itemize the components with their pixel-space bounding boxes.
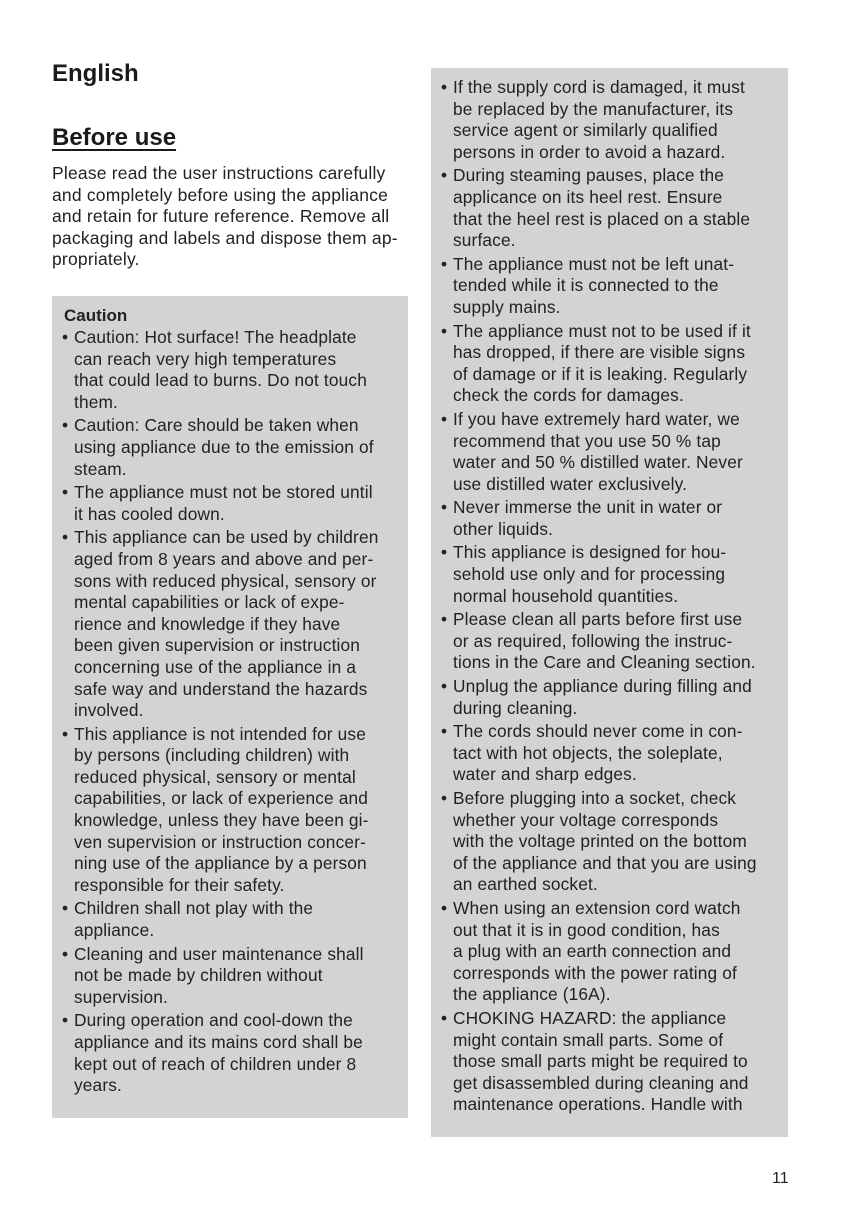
list-item: • If you have extremely hard water, we recommend that you use 50 % tap water and 50 % distilled water. Never use distilled water exclusively. xyxy=(441,409,778,495)
list-item: • During steaming pauses, place the applicance on its heel rest. Ensure that the heel rest is placed on a stable surface. xyxy=(441,165,778,251)
list-item: • This appliance is designed for hou- sehold use only and for processing normal household quantities. xyxy=(441,542,778,607)
safety-box xyxy=(431,68,788,1137)
list-item: • The appliance must not be left unat- tended while it is connected to the supply mains. xyxy=(441,254,778,319)
list-item: • During operation and cool-down the appliance and its mains cord shall be kept out of reach of children under 8 years. xyxy=(62,1010,398,1096)
caution-title: Caution xyxy=(64,306,128,325)
list-item: • When using an extension cord watch out that it is in good condition, has a plug with an earth connection and corresponds with the power rating of the appliance (16A). xyxy=(441,898,778,1006)
page-number: 11 xyxy=(772,1170,789,1187)
list-item: • Caution: Hot surface! The headplate can reach very high temperatures that could lead to burns. Do not touch them. xyxy=(62,327,398,413)
list-item: • Unplug the appliance during filling and during cleaning. xyxy=(441,676,778,719)
list-item: • The appliance must not be stored until it has cooled down. xyxy=(62,482,398,525)
list-item: • The appliance must not to be used if it has dropped, if there are visible signs of damage or if it is leaking. Regularly check the cords for damages. xyxy=(441,321,778,407)
intro-paragraph: Please read the user instructions carefully and completely before using the appliance and retain for future reference. Remove all packaging and labels and dispose them ap- propriately. xyxy=(52,163,398,270)
list-item: • Never immerse the unit in water or other liquids. xyxy=(441,497,778,540)
section-heading: Before use xyxy=(52,124,177,151)
list-item: • Caution: Care should be taken when using appliance due to the emission of steam. xyxy=(62,415,398,480)
list-item: • Please clean all parts before first use or as required, following the instruc- tions in the Care and Cleaning section. xyxy=(441,609,778,674)
list-item: • Cleaning and user maintenance shall not be made by children without supervision. xyxy=(62,944,398,1009)
list-item: • CHOKING HAZARD: the appliance might contain small parts. Some of those small parts might be required to get disassembled during cleaning and maintenance operations. Handle with xyxy=(441,1008,778,1116)
safety-list xyxy=(441,77,778,1116)
caution-list xyxy=(62,327,398,1097)
list-item: • Children shall not play with the appliance. xyxy=(62,898,398,941)
list-item: • Before plugging into a socket, check whether your voltage corresponds with the voltage printed on the bottom of the appliance and that you are using an earthed socket. xyxy=(441,788,778,896)
list-item: • This appliance is not intended for use by persons (including children) with reduced physical, sensory or mental capabilities, or lack of experience and knowledge, unless they have been gi- ven supervision or instruction concer- ning use of the appliance by a person responsible for their safety. xyxy=(62,724,398,897)
list-item: • If the supply cord is damaged, it must be replaced by the manufacturer, its service agent or similarly qualified persons in order to avoid a hazard. xyxy=(441,77,778,163)
list-item: • This appliance can be used by children aged from 8 years and above and per- sons with reduced physical, sensory or mental capabilities or lack of expe- rience and knowledge if they have been given supervision or instruction concerning use of the appliance in a safe way and understand the hazards involved. xyxy=(62,527,398,721)
language-heading: English xyxy=(52,60,139,87)
caution-box xyxy=(52,296,408,1118)
list-item: • The cords should never come in con- tact with hot objects, the soleplate, water and sharp edges. xyxy=(441,721,778,786)
